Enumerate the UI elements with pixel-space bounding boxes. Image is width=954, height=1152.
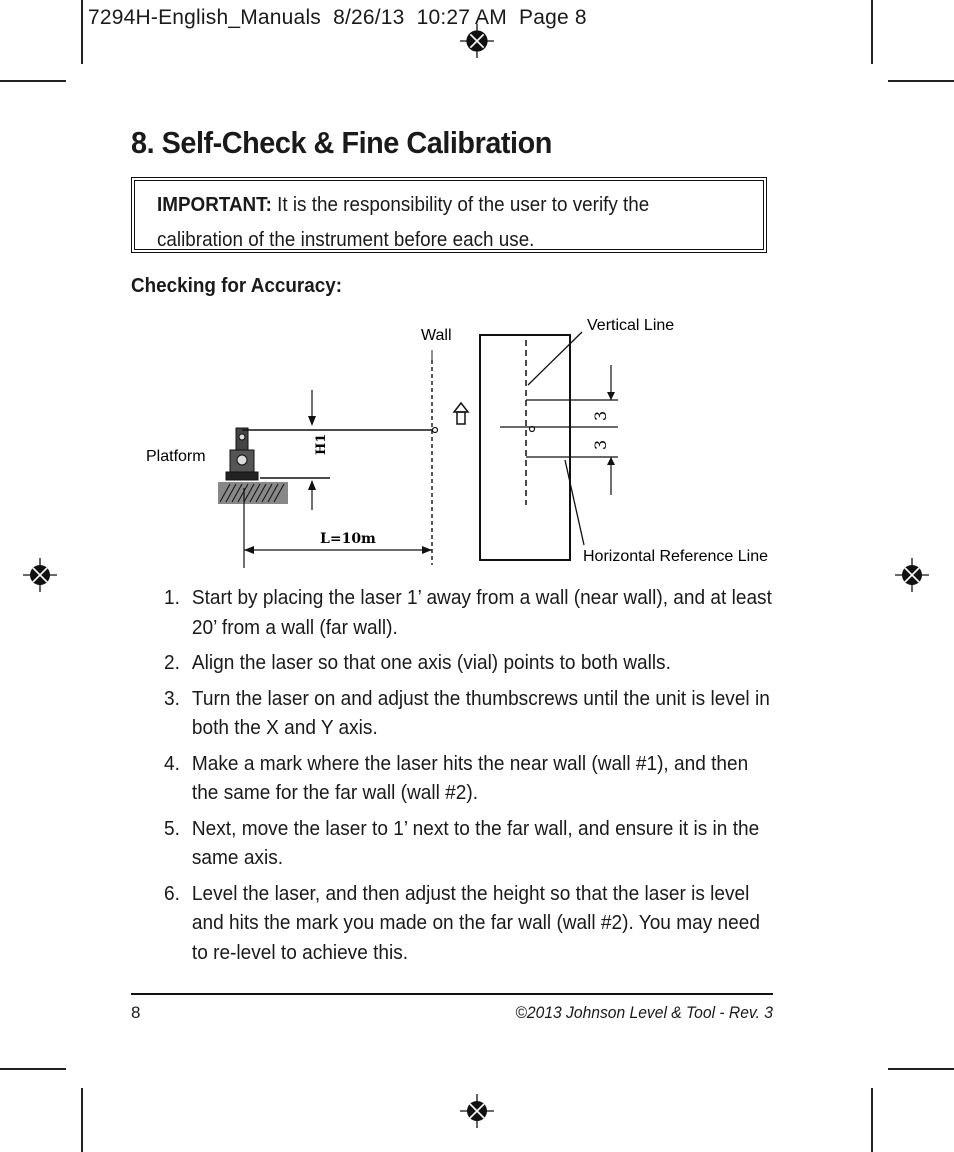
distance-label: L=10m	[320, 531, 376, 547]
list-item	[164, 583, 773, 642]
step-number: 2.	[164, 651, 180, 674]
list-item	[164, 879, 773, 968]
registration-mark-icon	[460, 24, 494, 58]
subheading: Checking for Accuracy:	[131, 274, 343, 297]
step-text: Make a mark where the laser hits the near wall (wall #1), and then the same for the far wall (wall #2).	[191, 751, 749, 804]
important-notice-box	[131, 177, 767, 253]
laser-device-icon	[226, 428, 258, 480]
important-notice-text	[157, 187, 700, 257]
page-number: 8	[131, 1003, 141, 1022]
dimension-upper-label: 3	[591, 410, 610, 421]
step-text: Turn the laser on and adjust the thumbscrews until the unit is level in both the X and Y axis.	[191, 686, 770, 739]
important-body: It is the responsibility of the user to verify the calibration of the instrument before each use.	[157, 193, 650, 251]
step-number: 6.	[164, 881, 180, 905]
registration-mark-icon	[23, 558, 57, 592]
step-number: 1.	[164, 586, 180, 609]
step-number: 5.	[164, 816, 180, 840]
list-item	[164, 648, 773, 678]
step-text: Next, move the laser to 1’ next to the far wall, and ensure it is in the same axis.	[191, 816, 760, 869]
dimension-lower-label: 3	[591, 439, 610, 450]
steps-list	[164, 583, 784, 973]
registration-mark-icon	[460, 1094, 494, 1128]
step-text: Align the laser so that one axis (vial) points to both walls.	[191, 651, 671, 674]
footer-rule	[131, 993, 773, 995]
wall-label: Wall	[421, 327, 452, 344]
calibration-diagram	[140, 310, 780, 575]
list-item	[164, 684, 773, 743]
important-label: IMPORTANT:	[157, 193, 272, 216]
step-text: Start by placing the laser 1’ away from a wall (near wall), and at least 20’ from a wall (far wall).	[191, 586, 772, 639]
step-text: Level the laser, and then adjust the height so that the laser is level and hits the mark you made on the far wall (wall #2). You may need to re-level to achieve this.	[191, 881, 760, 964]
section-title: 8. Self-Check & Fine Calibration	[131, 125, 552, 160]
h1-label: H1	[314, 433, 329, 455]
step-number: 3.	[164, 686, 180, 710]
registration-mark-icon	[895, 558, 929, 592]
copyright-text: ©2013 Johnson Level & Tool - Rev. 3	[515, 1003, 773, 1022]
horizontal-reference-line-label: Horizontal Reference Line	[583, 548, 768, 565]
list-item	[164, 749, 773, 808]
print-slug-line: 7294H-English_Manuals 8/26/13 10:27 AM Page 8	[88, 6, 587, 29]
list-item	[164, 814, 773, 873]
arrow-up-icon	[454, 403, 468, 424]
vertical-line-label: Vertical Line	[587, 317, 675, 334]
platform-label: Platform	[146, 448, 206, 465]
step-number: 4.	[164, 751, 180, 775]
